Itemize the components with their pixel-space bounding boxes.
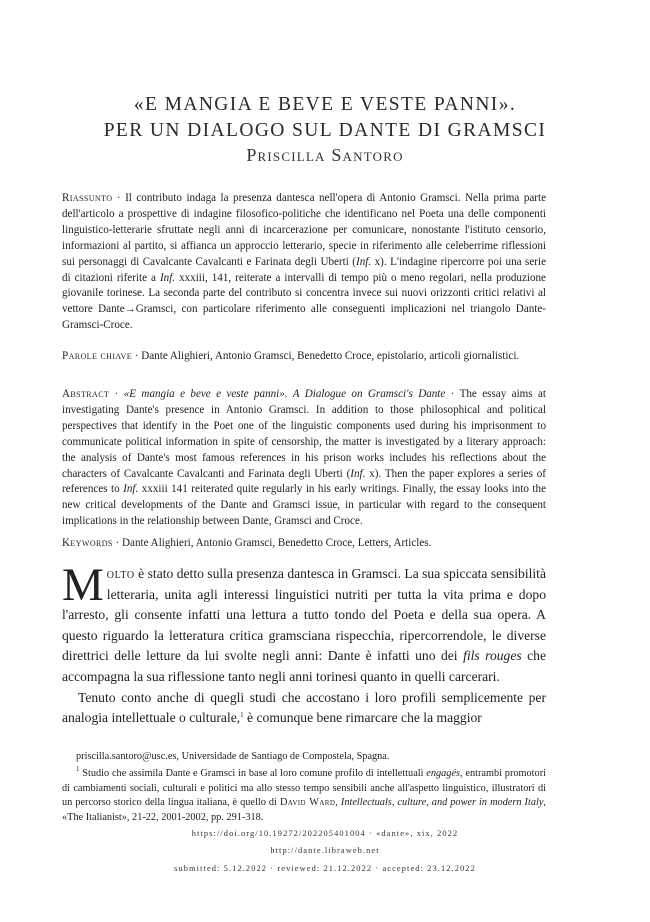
riassunto-block <box>62 191 546 334</box>
journal-reference: «dante», xix, 2022 <box>376 829 459 838</box>
keywords-separator: · <box>112 537 123 549</box>
footnote-1-number: 1 <box>76 765 80 773</box>
doi-link[interactable]: https://doi.org/10.19272/202205401004 <box>191 829 366 838</box>
keywords-block <box>62 536 546 552</box>
body-p2-text-b: è comunque bene rimarcare che la maggior <box>243 710 482 726</box>
abstract-inf-1: Inf. <box>350 467 366 480</box>
author-affiliation: priscilla.santoro@usc.es, Universidade de Santiago de Compostela, Spagna. <box>76 751 390 762</box>
doi-separator: · <box>365 829 377 838</box>
riassunto-text-2: x). L'indagine ripercorre poi una serie di citazioni riferite a <box>62 255 546 284</box>
submitted-date: submitted: 5.12.2022 <box>174 864 268 873</box>
submission-dates <box>0 864 650 873</box>
article-title-line-2: PER UN DIALOGO SUL DANTE DI GRAMSCI <box>103 120 547 141</box>
dates-separator-1: · <box>267 864 278 873</box>
abstract-text-2: x). Then the paper explores a series of references to <box>62 467 546 496</box>
footnote-1 <box>62 767 546 825</box>
riassunto-text-3: xxxiii, 141, reiterate a intervalli di tempo più o meno regolari, nella produzione giovanile torinese. La seconda parte del contributo si concentra invece sui nuovi orizzonti critici relativi al vettore Dante→Gramsci, con particolare riferimento alle conseguenti implicazioni nel triangolo Dante-Gramsci-Croce. <box>62 271 546 332</box>
parole-chiave-block <box>62 349 546 365</box>
riassunto-inf-2: Inf. <box>159 271 176 284</box>
reviewed-date: reviewed: 21.12.2022 <box>277 864 373 873</box>
journal-url[interactable]: http://dante.libraweb.net <box>270 846 380 855</box>
parole-chiave-separator: · <box>132 350 142 362</box>
riassunto-text-1: Il contributo indaga la presenza dantesca nell'opera di Antonio Gramsci. Nella prima parte dell'articolo a prospettive di indagine filosofico-politiche che identificano nel Poeta una delle componenti linguistico-letterarie sfruttate negli anni di incarcerazione per comunicare, nonostante l'istituto censorio, informazioni al partito, si affianca un approccio letterario, specie in riferimento alle celeberrime riflessioni sui personaggi di Cavalcante Cavalcanti e Farinata degli Uberti ( <box>62 192 546 268</box>
accepted-date: accepted: 23.12.2022 <box>382 864 476 873</box>
dates-separator-2: · <box>372 864 383 873</box>
abstract-text-3: xxxiii 141 reiterated quite regularly in his early writings. Finally, the essay looks into the new critical developments of the Dante and Gramsci issue, in particular with regard to the consequent implications in the relationship between Dante, Gramsci and Croce. <box>62 483 546 528</box>
body-fils-rouges: fils rouges <box>463 648 522 664</box>
abstract-block <box>62 387 546 530</box>
first-word: olto <box>106 566 135 581</box>
abstract-label: Abstract <box>62 388 110 400</box>
footnote-1-text-d: , «The Italianist», 21-22, 2001-2002, pp. 291-318. <box>62 797 546 823</box>
riassunto-inf-1: Inf. <box>356 255 372 268</box>
abstract-text-1: · The essay aims at investigating Dante's presence in Antonio Gramsci. In addition to those philosophical and political perspectives that identify in the Poet one of the linguistic components used during his imprisonment to communicate political information in spite of censorship, the matter is investigated by a literary approach: the analysis of Dante's most famous references in his prison works includes his reflections about the characters of Cavalcante Cavalcanti and Farinata degli Uberti ( <box>62 388 546 480</box>
parole-chiave-label: Parole chiave <box>62 350 132 362</box>
footnote-1-cited-author: David Ward <box>279 797 336 809</box>
footnote-1-text-a: Studio che assimila Dante e Gramsci in base al loro comune profilo di intellettuali <box>79 768 427 779</box>
footnote-1-text-c: , <box>335 797 341 809</box>
body-paragraph-2 <box>62 688 546 729</box>
article-title-line-1: «E MANGIA E BEVE E VESTE PANNI». <box>133 94 517 115</box>
article-body <box>62 559 546 729</box>
doi-line <box>0 829 650 838</box>
keywords-label: Keywords <box>62 537 113 549</box>
abstract-english-title: «E mangia e beve e veste panni». A Dialogue on Gramsci's Dante <box>123 388 446 400</box>
footnote-1-book-title: Intellectuals, culture, and power in modern Italy <box>340 797 544 809</box>
footnote-1-engages: engagés <box>426 768 461 779</box>
keywords-text: Dante Alighieri, Antonio Gramsci, Benedetto Croce, Letters, Articles. <box>122 537 432 549</box>
riassunto-label: Riassunto <box>62 192 113 204</box>
footnote-ref-1[interactable]: 1 <box>240 711 244 720</box>
abstract-inf-2: Inf. <box>123 483 139 496</box>
body-p1-text-a: è stato detto sulla presenza dantesca in Gramsci. La sua spiccata sensibilità letteraria, unita agli interessi linguistici nutriti per tutta la vita prima e dopo l'arresto, gli consente infatti una lettura a tutto tondo del Poeta e della sua opera. A questo riguardo la letteratura critica gramsciana rispecchia, ripercorrendole, le diverse direttrici delle letture da lui svolte negli anni: Dante è infatti uno dei <box>62 566 546 664</box>
abstract-separator: · <box>109 388 124 400</box>
drop-cap: M <box>62 559 104 611</box>
body-p1-text-b: che accompagna la sua riflessione tanto negli anni torinesi quanto in quelli carcerari. <box>62 648 546 684</box>
body-paragraph-1 <box>62 559 546 688</box>
author-name: Priscilla Santoro <box>246 145 404 165</box>
footnote-1-text-b: , entrambi promotori di cambiamenti sociali, culturali e politici ma allo stesso tempo sensibili anche all'aspetto linguistico, illustratori di un percorso storico della lingua italiana, è quello di <box>62 768 546 809</box>
body-p2-text-a: Tenuto conto anche di quegli studi che accostano i loro profili semplicemente per analogia intellettuale o culturale, <box>62 689 546 726</box>
parole-chiave-text: Dante Alighieri, Antonio Gramsci, Benedetto Croce, epistolario, articoli giornalistici. <box>141 350 520 362</box>
riassunto-separator: · <box>112 192 126 204</box>
